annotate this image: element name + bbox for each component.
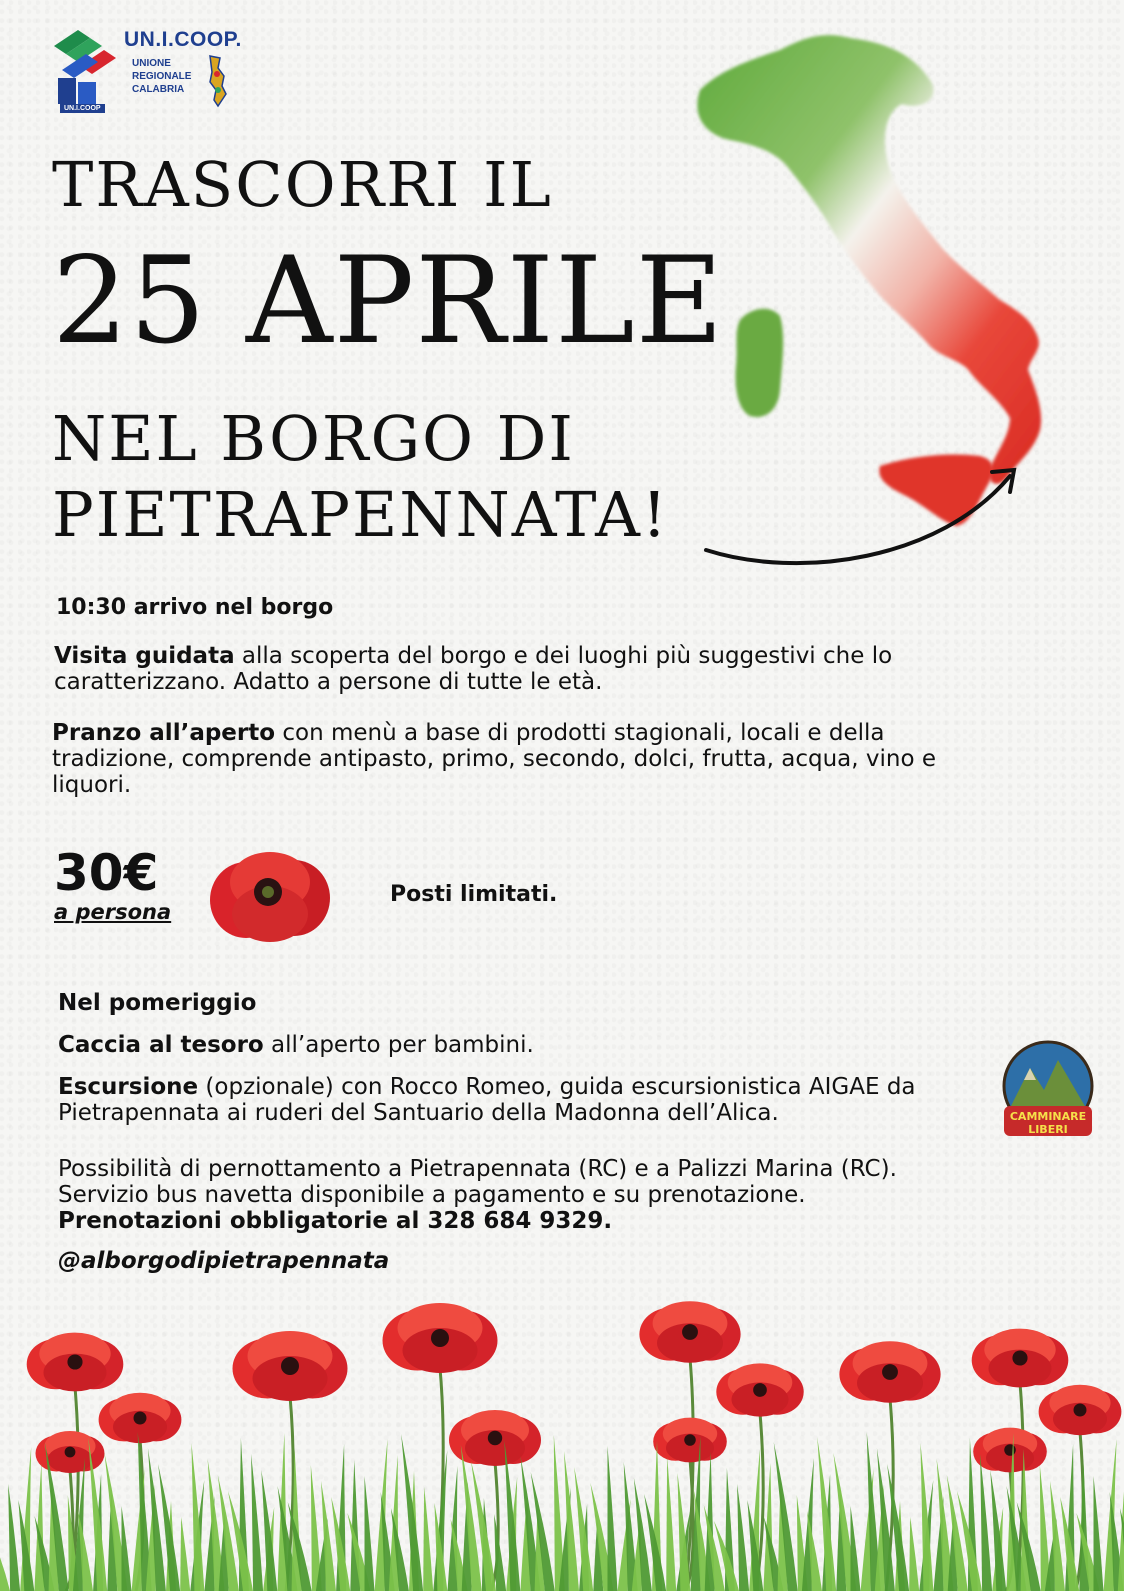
- logo-title: UN.I.COOP.: [124, 28, 242, 51]
- italy-map-illustration: [680, 20, 1120, 580]
- social-handle: @alborgodipietrapennata: [58, 1248, 390, 1274]
- unicoop-emblem-icon: [50, 26, 122, 114]
- overnight-info: Possibilità di pernottamento a Pietrapennata (RC) e a Palizzi Marina (RC).: [58, 1156, 897, 1182]
- logo-line-regionale: REGIONALE: [132, 71, 192, 82]
- calabria-region-icon: [204, 54, 230, 108]
- treasure-hunt-title: Caccia al tesoro: [58, 1032, 264, 1058]
- lunch-text: con menù a base di prodotti stagionali, locali e della tradizione, comprende antipasto, primo, secondo, dolci, frutta, acqua, vino e liquori.: [52, 720, 936, 798]
- logo-line-unione: UNIONE: [132, 58, 171, 69]
- treasure-hunt-text: all’aperto per bambini.: [263, 1032, 534, 1058]
- arrival-time: 10:30 arrivo nel borgo: [56, 595, 334, 620]
- guided-tour-paragraph: [54, 643, 1014, 695]
- limited-seats: Posti limitati.: [390, 882, 558, 907]
- booking-info: Prenotazioni obbligatorie al 328 684 9329.: [58, 1208, 613, 1234]
- lunch-paragraph: [52, 720, 1012, 798]
- headline-line-1: TRASCORRI IL: [52, 148, 553, 221]
- camminare-liberi-badge: [1000, 1038, 1096, 1142]
- unicoop-logo: [50, 26, 250, 116]
- treasure-hunt-paragraph: [58, 1032, 1018, 1058]
- price-amount: 30€: [54, 844, 159, 902]
- logo-mini-label: UN.I.COOP: [60, 104, 105, 113]
- lunch-title: Pranzo all’aperto: [52, 720, 276, 746]
- afternoon-title: Nel pomeriggio: [58, 990, 257, 1016]
- excursion-paragraph: [58, 1074, 988, 1126]
- poppy-flower-icon: [206, 848, 334, 946]
- italy-sardinia: [736, 309, 784, 417]
- excursion-title: Escursione: [58, 1074, 199, 1100]
- headline-date: 25 APRILE: [52, 232, 725, 371]
- excursion-text: (opzionale) con Rocco Romeo, guida escursionistica AIGAE da Pietrapennata ai ruderi del Santuario della Madonna dell’Alica.: [58, 1074, 916, 1126]
- guided-tour-title: Visita guidata: [54, 643, 235, 669]
- badge-line-1: CAMMINARE: [1009, 1110, 1087, 1123]
- badge-line-2: LIBERI: [1028, 1123, 1068, 1136]
- shuttle-info: Servizio bus navetta disponibile a pagamento e su prenotazione.: [58, 1182, 806, 1208]
- headline-line-3: NEL BORGO DI: [52, 402, 575, 475]
- poppy-meadow-illustration: [0, 1290, 1124, 1591]
- headline-line-4: PIETRAPENNATA!: [52, 478, 669, 551]
- italy-sicily: [879, 454, 993, 526]
- guided-tour-text: alla scoperta del borgo e dei luoghi più suggestivi che lo caratterizzano. Adatto a persone di tutte le età.: [54, 643, 893, 695]
- info-block: [58, 1156, 1118, 1234]
- italy-mainland: [697, 35, 1041, 484]
- price-unit: a persona: [54, 900, 172, 924]
- logo-line-calabria: CALABRIA: [132, 84, 185, 95]
